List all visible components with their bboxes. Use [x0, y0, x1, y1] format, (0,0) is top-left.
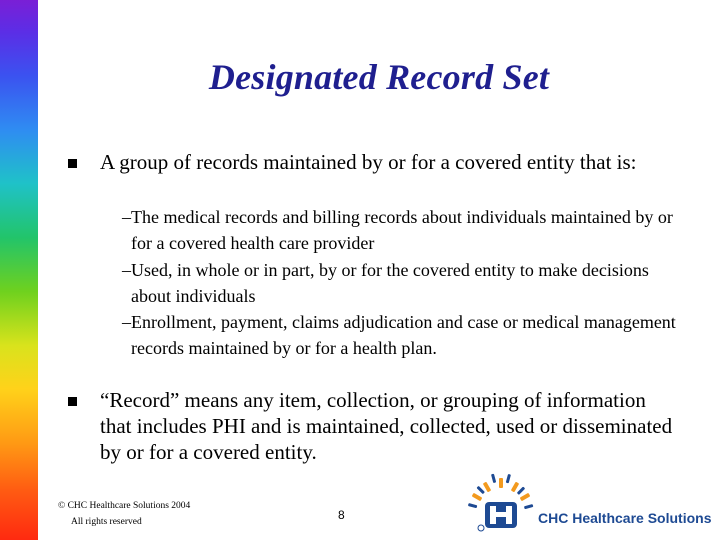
- bullet-text: A group of records maintained by or for a covered entity that is:: [100, 150, 637, 174]
- copyright-notice: [58, 498, 190, 530]
- rainbow-sidebar-bar: [0, 0, 38, 540]
- square-bullet-icon: [68, 159, 77, 168]
- square-bullet-icon: [68, 397, 77, 406]
- rights-line: All rights reserved: [71, 517, 142, 527]
- copyright-line: © CHC Healthcare Solutions 2004: [58, 501, 191, 511]
- logo-wordmark: CHC Healthcare Solutions: [538, 510, 712, 526]
- dash-bullet-icon: –: [122, 260, 131, 280]
- page-number: 8: [338, 508, 345, 522]
- dash-bullet-icon: –: [122, 207, 131, 227]
- sub-bullet-text: Used, in whole or in part, by or for the covered entity to make decisions about individuals: [131, 260, 649, 306]
- dash-bullet-icon: –: [122, 312, 131, 332]
- sub-bullet-text: The medical records and billing records about individuals maintained by or for a covered health care provider: [131, 207, 673, 253]
- sub-bullet-text: Enrollment, payment, claims adjudication and case or medical management records maintained by or for a health plan.: [131, 312, 676, 358]
- slide-title: Designated Record Set: [208, 57, 550, 97]
- bullet-text: “Record” means any item, collection, or grouping of information that includes PHI and is maintained, collected, used or disseminated by or for a covered entity.: [100, 388, 673, 464]
